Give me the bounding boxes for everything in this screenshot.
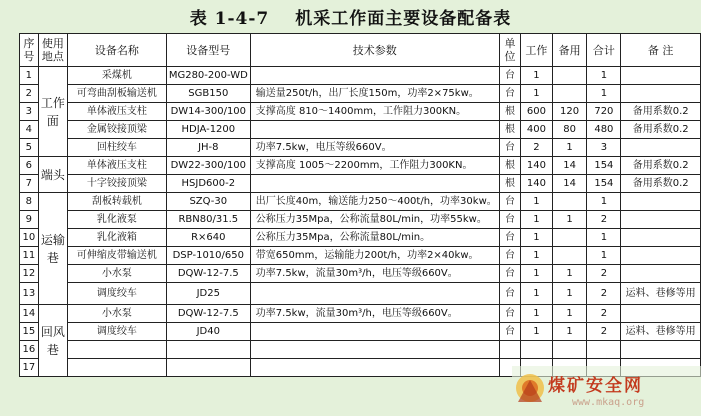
cell-total: 2: [587, 283, 621, 305]
cell-spare: 1: [552, 211, 587, 229]
cell-no: 8: [20, 193, 39, 211]
cell-params: [250, 67, 499, 85]
cell-model: SGB150: [166, 85, 250, 103]
cell-params: [250, 341, 499, 359]
cell-name: 十字铰接顶梁: [68, 175, 167, 193]
table-title: 机采工作面主要设备配备表: [295, 9, 512, 29]
cell-total: 1: [587, 193, 621, 211]
cell-params: [250, 359, 499, 377]
cell-params: 支撑高度 810～1400mm，工作阻力300KN。: [250, 103, 499, 121]
cell-params: [250, 175, 499, 193]
cell-name: [68, 359, 167, 377]
cell-note: [621, 265, 701, 283]
cell-name: [68, 341, 167, 359]
cell-no: 13: [20, 283, 39, 305]
cell-note: 运料、巷修等用: [621, 323, 701, 341]
cell-note: [621, 67, 701, 85]
cell-no: 2: [20, 85, 39, 103]
cell-no: 7: [20, 175, 39, 193]
cell-no: 5: [20, 139, 39, 157]
cell-note: 备用系数0.2: [621, 175, 701, 193]
cell-work: 1: [521, 283, 553, 305]
cell-params: [250, 283, 499, 305]
cell-spare: 14: [552, 157, 587, 175]
cell-unit: 根: [499, 121, 520, 139]
cell-work: 1: [521, 85, 553, 103]
header-work: 工作: [521, 34, 553, 67]
cell-model: DW14-300/100: [166, 103, 250, 121]
cell-note: [621, 341, 701, 359]
cell-model: [166, 359, 250, 377]
cell-model: HDJA-1200: [166, 121, 250, 139]
cell-name: 乳化液泵: [68, 211, 167, 229]
header-note: 备 注: [621, 34, 701, 67]
cell-no: 4: [20, 121, 39, 139]
cell-params: 带宽650mm，运输能力200t/h，功率2×40kw。: [250, 247, 499, 265]
header-location: 使用地点: [38, 34, 67, 67]
watermark-text: 煤矿安全网: [548, 376, 643, 396]
cell-total: 154: [587, 175, 621, 193]
cell-work: 1: [521, 67, 553, 85]
cell-note: 运料、巷修等用: [621, 283, 701, 305]
cell-work: 2: [521, 139, 553, 157]
header-model: 设备型号: [166, 34, 250, 67]
cell-unit: 台: [499, 139, 520, 157]
cell-name: 可伸缩皮带输送机: [68, 247, 167, 265]
cell-name: 可弯曲刮板输送机: [68, 85, 167, 103]
cell-total: 3: [587, 139, 621, 157]
cell-name: 小水泵: [68, 305, 167, 323]
cell-total: 2: [587, 323, 621, 341]
cell-note: [621, 211, 701, 229]
cell-total: 1: [587, 229, 621, 247]
table-row: [20, 323, 701, 341]
cell-model: JD25: [166, 283, 250, 305]
cell-work: [521, 341, 553, 359]
cell-unit: 台: [499, 283, 520, 305]
cell-spare: [552, 193, 587, 211]
header-spare: 备用: [552, 34, 587, 67]
document-title: [0, 4, 701, 29]
table-row: [20, 305, 701, 323]
cell-unit: 根: [499, 103, 520, 121]
cell-unit: 台: [499, 265, 520, 283]
cell-work: 140: [521, 175, 553, 193]
cell-name: 刮板转载机: [68, 193, 167, 211]
cell-model: SZQ-30: [166, 193, 250, 211]
cell-note: 备用系数0.2: [621, 103, 701, 121]
cell-unit: 根: [499, 157, 520, 175]
cell-note: 备用系数0.2: [621, 157, 701, 175]
cell-no: 9: [20, 211, 39, 229]
cell-note: 备用系数0.2: [621, 121, 701, 139]
cell-no: 16: [20, 341, 39, 359]
cell-spare: 80: [552, 121, 587, 139]
cell-model: JD40: [166, 323, 250, 341]
cell-spare: 1: [552, 305, 587, 323]
table-row: [20, 139, 701, 157]
table-number: 表 1-4-7: [189, 9, 270, 29]
cell-model: HSJD600-2: [166, 175, 250, 193]
cell-params: 公称压力35Mpa，公称流量80L/min。: [250, 229, 499, 247]
cell-total: 1: [587, 85, 621, 103]
cell-spare: 14: [552, 175, 587, 193]
cell-note: [621, 139, 701, 157]
table-row: [20, 157, 701, 175]
cell-name: 小水泵: [68, 265, 167, 283]
cell-note: [621, 229, 701, 247]
table-row: [20, 229, 701, 247]
cell-work: 400: [521, 121, 553, 139]
cell-params: 公称压力35Mpa，公称流量80L/min，功率55kw。: [250, 211, 499, 229]
table-row: [20, 193, 701, 211]
header-name: 设备名称: [68, 34, 167, 67]
cell-params: [250, 121, 499, 139]
table-row: [20, 283, 701, 305]
cell-model: R×640: [166, 229, 250, 247]
cell-model: DW22-300/100: [166, 157, 250, 175]
table-row: [20, 247, 701, 265]
cell-work: 1: [521, 265, 553, 283]
table-row: [20, 265, 701, 283]
location-transport: 运输巷: [38, 193, 67, 305]
header-no: 序号: [20, 34, 39, 67]
cell-note: [621, 85, 701, 103]
cell-params: 输送量250t/h，出厂长度150m，功率2×75kw。: [250, 85, 499, 103]
cell-model: DQW-12-7.5: [166, 305, 250, 323]
location-face: 工作面: [38, 67, 67, 157]
cell-name: 调度绞车: [68, 323, 167, 341]
table-row: [20, 67, 701, 85]
cell-work: 1: [521, 323, 553, 341]
cell-total: 2: [587, 265, 621, 283]
cell-no: 17: [20, 359, 39, 377]
table-row: [20, 175, 701, 193]
cell-note: [621, 247, 701, 265]
cell-work: 140: [521, 157, 553, 175]
cell-params: 功率7.5kw，流量30m³/h，电压等级660V。: [250, 265, 499, 283]
cell-spare: 1: [552, 139, 587, 157]
table-row: [20, 121, 701, 139]
cell-name: 单体液压支柱: [68, 103, 167, 121]
cell-note: [621, 193, 701, 211]
cell-spare: 1: [552, 323, 587, 341]
cell-no: 6: [20, 157, 39, 175]
cell-work: 1: [521, 211, 553, 229]
cell-model: DSP-1010/650: [166, 247, 250, 265]
cell-unit: [499, 341, 520, 359]
header-total: 合计: [587, 34, 621, 67]
cell-total: 720: [587, 103, 621, 121]
table-row: [20, 211, 701, 229]
cell-spare: [552, 247, 587, 265]
cell-total: 154: [587, 157, 621, 175]
cell-spare: 1: [552, 265, 587, 283]
cell-unit: 台: [499, 193, 520, 211]
location-end: 端头: [38, 157, 67, 193]
cell-model: DQW-12-7.5: [166, 265, 250, 283]
cell-unit: 台: [499, 67, 520, 85]
cell-unit: 根: [499, 175, 520, 193]
header-row: [20, 34, 701, 67]
cell-spare: 1: [552, 283, 587, 305]
cell-model: [166, 341, 250, 359]
cell-name: 回柱绞车: [68, 139, 167, 157]
cell-name: 调度绞车: [68, 283, 167, 305]
cell-no: 12: [20, 265, 39, 283]
cell-params: 功率7.5kw，流量30m³/h，电压等级660V。: [250, 305, 499, 323]
cell-name: 采煤机: [68, 67, 167, 85]
cell-spare: [552, 229, 587, 247]
cell-unit: 台: [499, 247, 520, 265]
cell-total: 1: [587, 67, 621, 85]
cell-no: 14: [20, 305, 39, 323]
cell-no: 10: [20, 229, 39, 247]
cell-spare: 120: [552, 103, 587, 121]
table-row: [20, 103, 701, 121]
cell-work: 1: [521, 193, 553, 211]
cell-total: 1: [587, 247, 621, 265]
cell-model: MG280-200-WD: [166, 67, 250, 85]
header-params: 技术参数: [250, 34, 499, 67]
cell-name: 金属铰接顶梁: [68, 121, 167, 139]
cell-model: RBN80/31.5: [166, 211, 250, 229]
equipment-table: [19, 33, 701, 377]
cell-spare: [552, 67, 587, 85]
cell-unit: 台: [499, 211, 520, 229]
cell-total: 480: [587, 121, 621, 139]
cell-note: [621, 305, 701, 323]
cell-unit: 台: [499, 305, 520, 323]
cell-total: [587, 341, 621, 359]
cell-params: 支撑高度 1005～2200mm，工作阻力300KN。: [250, 157, 499, 175]
table-row: [20, 85, 701, 103]
cell-no: 11: [20, 247, 39, 265]
cell-work: 1: [521, 305, 553, 323]
cell-work: 1: [521, 229, 553, 247]
watermark-url: www.mkaq.org: [572, 397, 645, 408]
cell-unit: 台: [499, 229, 520, 247]
cell-unit: 台: [499, 85, 520, 103]
cell-no: 15: [20, 323, 39, 341]
cell-spare: [552, 341, 587, 359]
cell-params: [250, 323, 499, 341]
cell-no: 1: [20, 67, 39, 85]
cell-params: 功率7.5kw，电压等级660V。: [250, 139, 499, 157]
cell-work: 600: [521, 103, 553, 121]
cell-name: 乳化液箱: [68, 229, 167, 247]
table-row: [20, 341, 701, 359]
cell-model: JH-8: [166, 139, 250, 157]
location-return: 回风巷: [38, 305, 67, 377]
header-unit: 单位: [499, 34, 520, 67]
cell-params: 出厂长度40m，输送能力250～400t/h，功率30kw。: [250, 193, 499, 211]
cell-work: 1: [521, 247, 553, 265]
cell-unit: 台: [499, 323, 520, 341]
cell-spare: [552, 85, 587, 103]
cell-total: 2: [587, 211, 621, 229]
cell-name: 单体液压支柱: [68, 157, 167, 175]
cell-no: 3: [20, 103, 39, 121]
cell-total: 2: [587, 305, 621, 323]
